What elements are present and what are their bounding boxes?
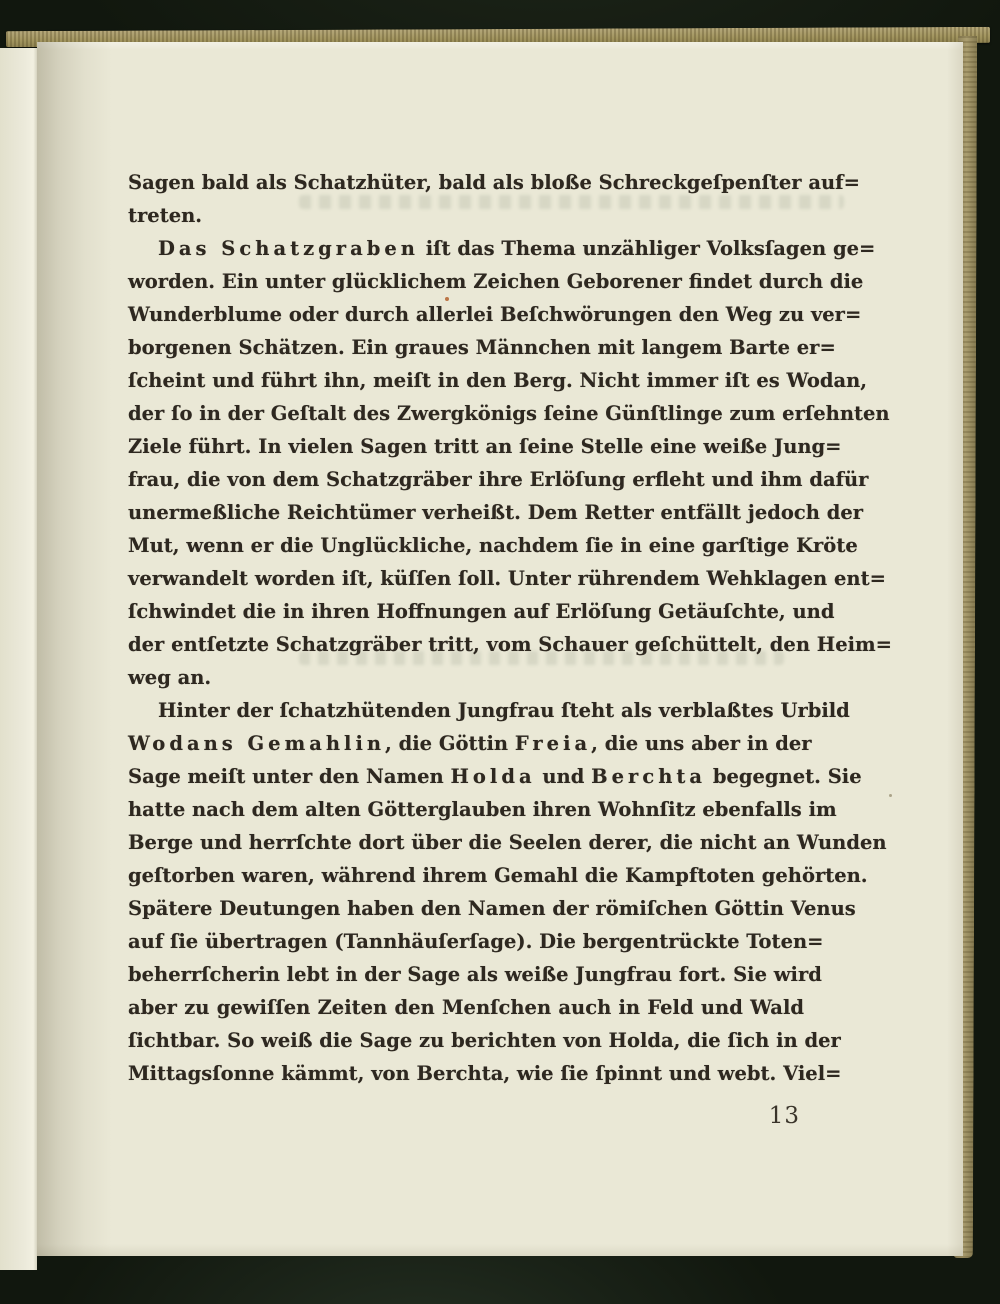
letterspaced-text: Wodans Gemahlin	[128, 732, 386, 755]
text-segment: , die Göttin	[385, 732, 515, 755]
text-line	[128, 232, 876, 265]
text-line	[128, 331, 836, 364]
text-segment: hatte nach dem alten Götterglauben ihren Wohnſitz ebenfalls im	[128, 798, 837, 821]
text-segment: borgenen Schätzen. Ein graues Männchen mit langem Barte er=	[128, 336, 836, 359]
text-segment: ſchwindet die in ihren Hoffnungen auf Erlöſung Getäuſchte, und	[128, 600, 835, 623]
text-line	[128, 397, 890, 430]
text-line	[128, 298, 862, 331]
text-segment: der entſetzte Schatzgräber tritt, vom Schauer geſchüttelt, den Heim=	[128, 633, 893, 656]
facing-page-edge	[0, 48, 37, 1270]
text-segment: Sagen bald als Schatzhüter, bald als bloße Schreckgeſpenſter auf=	[128, 171, 860, 194]
text-line	[128, 364, 868, 397]
text-line	[128, 463, 869, 496]
text-line	[128, 661, 804, 694]
letterspaced-text: Das Schatzgraben	[158, 237, 419, 260]
text-segment: begegnet. Sie	[706, 765, 862, 788]
paper-speck	[889, 794, 892, 797]
text-segment: und	[535, 765, 592, 788]
text-line	[128, 1057, 842, 1090]
text-segment: aber zu gewiſſen Zeiten den Menſchen auch in Feld und Wald	[128, 996, 804, 1019]
text-segment: weg an.	[128, 666, 212, 689]
text-line	[128, 694, 850, 727]
text-segment: worden. Ein unter glücklichem Zeichen Geborener findet durch die	[128, 270, 864, 293]
text-segment: iſt das Thema unzähliger Volksſagen ge=	[418, 237, 876, 260]
text-line	[128, 265, 864, 298]
text-segment: Ziele führt. In vielen Sagen tritt an ſeine Stelle eine weiße Jung=	[128, 435, 842, 458]
text-line	[128, 166, 860, 199]
text-line	[128, 826, 887, 859]
text-line	[128, 595, 835, 628]
text-segment: Berge und herrſchte dort über die Seelen derer, die nicht an Wunden	[128, 831, 887, 854]
body-text	[128, 166, 893, 1090]
text-segment: frau, die von dem Schatzgräber ihre Erlöſung erfleht und ihm dafür	[128, 468, 869, 491]
text-segment: geſtorben waren, während ihrem Gemahl die Kampftoten gehörten.	[128, 864, 868, 887]
text-segment: Sage meiſt unter den Namen	[128, 765, 451, 788]
text-line	[128, 496, 864, 529]
text-line	[128, 925, 824, 958]
text-line	[128, 958, 822, 991]
text-segment: unermeßliche Reichtümer verheißt. Dem Retter entfällt jedoch der	[128, 501, 864, 524]
text-line	[128, 529, 858, 562]
text-line	[128, 628, 893, 661]
book-page	[37, 42, 963, 1256]
letterspaced-text: Freia	[514, 732, 592, 755]
text-line	[128, 760, 862, 793]
text-segment: auf ſie übertragen (Tannhäuſerſage). Die bergentrückte Toten=	[128, 930, 824, 953]
text-segment: Hinter der ſchatzhütenden Jungfrau ſteht als verblaßtes Urbild	[158, 699, 850, 722]
text-segment: beherrſcherin lebt in der Sage als weiße Jungfrau fort. Sie wird	[128, 963, 822, 986]
text-line	[128, 892, 856, 925]
letterspaced-text: Berchta	[591, 765, 707, 788]
text-line	[128, 199, 804, 232]
text-line	[128, 859, 868, 892]
text-segment: Mut, wenn er die Unglückliche, nachdem ſie in eine garſtige Kröte	[128, 534, 858, 557]
text-line	[128, 991, 804, 1024]
text-segment: Mittagsſonne kämmt, von Berchta, wie ſie ſpinnt und webt. Viel=	[128, 1062, 842, 1085]
text-segment: Wunderblume oder durch allerlei Beſchwörungen den Weg zu ver=	[128, 303, 862, 326]
text-segment: , die uns aber in der	[591, 732, 812, 755]
text-segment: der ſo in der Geſtalt des Zwergkönigs ſeine Günſtlinge zum erſehnten	[128, 402, 890, 425]
text-segment: Spätere Deutungen haben den Namen der römiſchen Göttin Venus	[128, 897, 856, 920]
text-segment: treten.	[128, 204, 203, 227]
text-line	[128, 727, 812, 760]
text-segment: ſichtbar. So weiß die Sage zu berichten von Holda, die ſich in der	[128, 1029, 841, 1052]
page-number: 13	[768, 1103, 800, 1129]
text-line	[128, 562, 886, 595]
text-segment: verwandelt worden iſt, küſſen ſoll. Unter rührendem Wehklagen ent=	[128, 567, 886, 590]
letterspaced-text: Holda	[450, 765, 536, 788]
text-line	[128, 793, 837, 826]
text-line	[128, 430, 842, 463]
text-line	[128, 1024, 841, 1057]
text-segment: ſcheint und führt ihn, meiſt in den Berg. Nicht immer iſt es Wodan,	[128, 369, 868, 392]
